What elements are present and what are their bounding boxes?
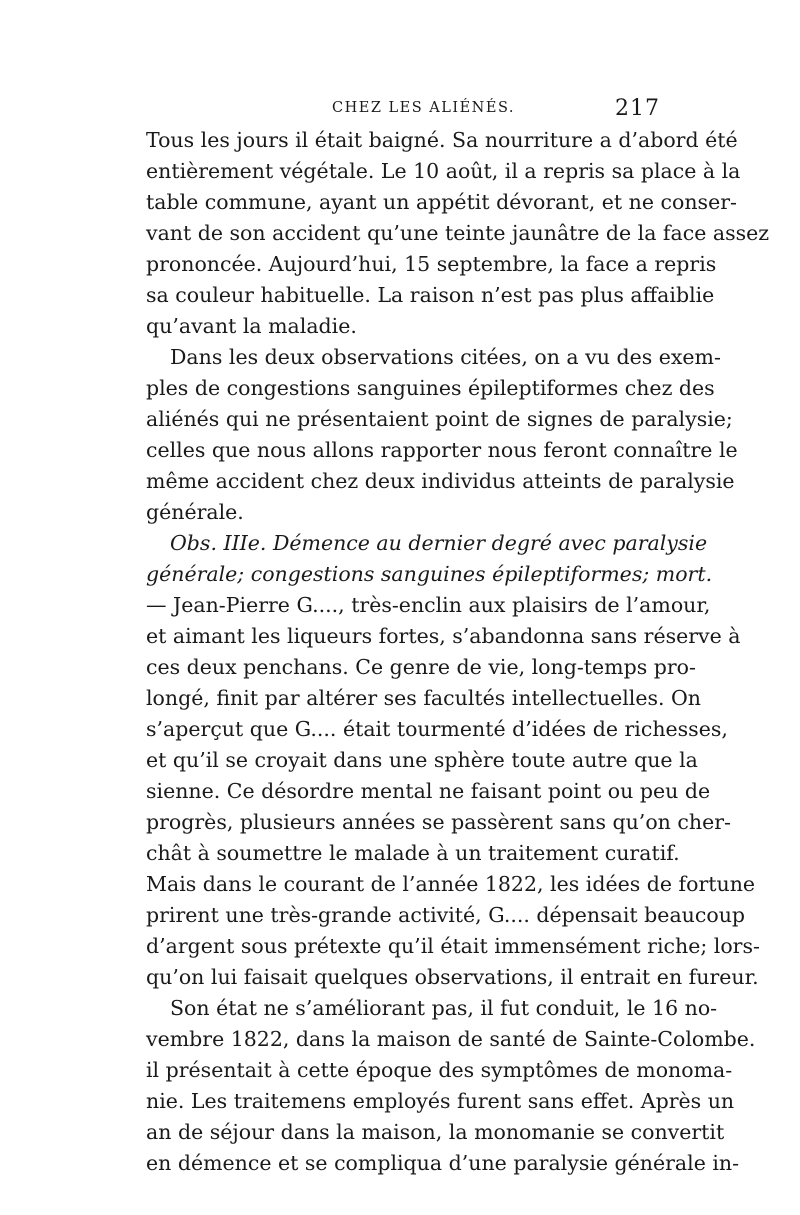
text-line: an de séjour dans la maison, la monomanie se convertit [146,1120,725,1144]
text-line: Son état ne s’améliorant pas, il fut conduit, le 16 no- [170,996,718,1020]
text-line: vembre 1822, dans la maison de santé de Sainte-Colombe. [146,1027,756,1051]
text-line: chât à soumettre le malade à un traitement curatif. [146,841,680,865]
text-line: aliénés qui ne présentaient point de signes de paralysie; [146,407,733,431]
text-line: il présentait à cette époque des symptômes de monoma- [146,1058,733,1082]
text-line: générale. [146,500,244,524]
text-line: et aimant les liqueurs fortes, s’abandonna sans réserve à [146,624,741,648]
text-line: sa couleur habituelle. La raison n’est pas plus affaiblie [146,283,715,307]
text-line: en démence et se compliqua d’une paralysie générale in- [146,1151,740,1175]
observation-heading: Obs. IIIe. Démence au dernier degré avec paralysie [170,531,708,555]
running-head: CHEZ LES ALIÉNÉS. [332,100,515,116]
observation-heading: générale; congestions sanguines épileptiformes; mort. [146,562,713,586]
text-line: — Jean-Pierre G...., très-enclin aux plaisirs de l’amour, [146,593,711,617]
body-text [146,125,770,1179]
text-line: celles que nous allons rapporter nous feront connaître le [146,438,738,462]
text-line: prononcée. Aujourd’hui, 15 septembre, la face a repris [146,252,717,276]
text-line: et qu’il se croyait dans une sphère toute autre que la [146,748,698,772]
text-line: entièrement végétale. Le 10 août, il a repris sa place à la [146,159,741,183]
text-line: s’aperçut que G.... était tourmenté d’idées de richesses, [146,717,728,741]
text-line: vant de son accident qu’une teinte jaunâtre de la face assez [146,221,770,245]
page-number: 217 [615,96,660,121]
text-line: prirent une très-grande activité, G.... dépensait beaucoup [146,903,746,927]
text-line: table commune, ayant un appétit dévorant, et ne conser- [146,190,737,214]
text-line: même accident chez deux individus atteints de paralysie [146,469,735,493]
text-line: Dans les deux observations citées, on a vu des exem- [170,345,721,369]
text-line: sienne. Ce désordre mental ne faisant point ou peu de [146,779,711,803]
text-line: progrès, plusieurs années se passèrent sans qu’on cher- [146,810,731,834]
text-line: longé, finit par altérer ses facultés intellectuelles. On [146,686,702,710]
text-line: Mais dans le courant de l’année 1822, les idées de fortune [146,872,756,896]
text-line: ples de congestions sanguines épileptiformes chez des [146,376,715,400]
text-line: qu’avant la maladie. [146,314,357,338]
text-line: Tous les jours il était baigné. Sa nourriture a d’abord été [146,128,738,152]
text-line: nie. Les traitemens employés furent sans effet. Après un [146,1089,735,1113]
text-line: qu’on lui faisait quelques observations, il entrait en fureur. [146,965,759,989]
text-line: ces deux penchans. Ce genre de vie, long-temps pro- [146,655,696,679]
text-line: d’argent sous prétexte qu’il était immensément riche; lors- [146,934,760,958]
